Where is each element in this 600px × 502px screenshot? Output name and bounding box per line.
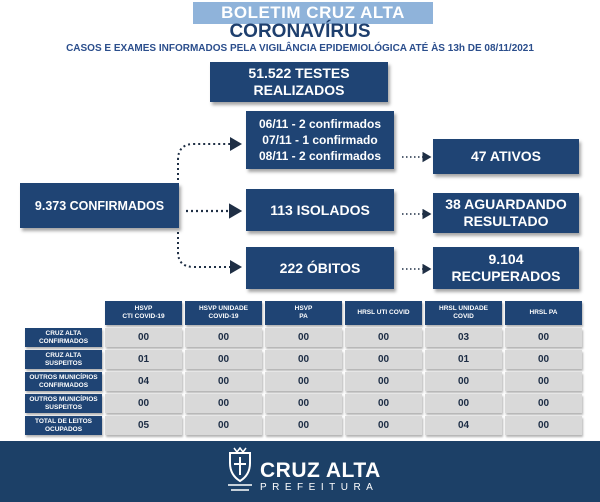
row-header: CRUZ ALTA SUSPEITOS (25, 350, 102, 369)
confirmados-box: 9.373 CONFIRMADOS (20, 183, 179, 228)
table-cell: 00 (505, 372, 582, 391)
footer-brand: CRUZ ALTA (260, 459, 381, 482)
arrow-to-obitos (178, 232, 240, 267)
daily-confirmed-box: 06/11 - 2 confirmados 07/11 - 1 confirmado 08/11 - 2 confirmados (246, 111, 394, 169)
table-header-row (25, 301, 582, 325)
column-header: HRSL UNIDADE COVID (425, 301, 502, 325)
bulletin-subtitle: CORONAVÍRUS (229, 21, 371, 42)
table-cell: 00 (425, 372, 502, 391)
arrow-to-daily (178, 144, 240, 190)
table-cell: 00 (345, 350, 422, 369)
ativos-box: 47 ATIVOS (433, 139, 579, 174)
table-row (25, 394, 582, 413)
beds-table (22, 298, 585, 438)
column-header: HRSL UTI COVID (345, 301, 422, 325)
column-header: HRSL PA (505, 301, 582, 325)
table-cell: 00 (185, 372, 262, 391)
recuperados-box: 9.104 RECUPERADOS (433, 247, 579, 289)
footer-sub: PREFEITURA (260, 482, 379, 493)
table-cell: 00 (105, 328, 182, 347)
table-cell: 00 (505, 350, 582, 369)
row-header: OUTROS MUNICÍPIOS CONFIRMADOS (25, 372, 102, 391)
table-cell: 00 (345, 372, 422, 391)
table-cell: 04 (105, 372, 182, 391)
table-cell: 04 (425, 416, 502, 435)
table-cell: 00 (185, 394, 262, 413)
table-cell: 01 (105, 350, 182, 369)
table-cell: 00 (105, 394, 182, 413)
column-header: HSVP CTI COVID-19 (105, 301, 182, 325)
table-cell: 00 (505, 416, 582, 435)
table-cell: 00 (185, 350, 262, 369)
table-cell: 00 (425, 394, 502, 413)
table-cell: 00 (505, 394, 582, 413)
table-cell: 00 (345, 394, 422, 413)
table-cell: 00 (185, 416, 262, 435)
bulletin-caption: CASOS E EXAMES INFORMADOS PELA VIGILÂNCIA EPIDEMIOLÓGICA ATÉ ÀS 13h DE 08/11/2021 (66, 43, 534, 54)
obitos-box: 222 ÓBITOS (246, 247, 394, 289)
aguardando-box: 38 AGUARDANDO RESULTADO (433, 193, 579, 233)
bulletin-title: BOLETIM CRUZ ALTA (193, 2, 433, 24)
table-cell: 00 (265, 328, 342, 347)
table-cell: 03 (425, 328, 502, 347)
table-row (25, 350, 582, 369)
table-corner (25, 301, 102, 325)
row-header: TOTAL DE LEITOS OCUPADOS (25, 416, 102, 435)
table-cell: 00 (265, 416, 342, 435)
table-cell: 00 (185, 328, 262, 347)
table-cell: 00 (265, 350, 342, 369)
column-header: HSVP UNIDADE COVID-19 (185, 301, 262, 325)
testes-box: 51.522 TESTES REALIZADOS (210, 62, 388, 102)
column-header: HSVP PA (265, 301, 342, 325)
table-cell: 00 (265, 372, 342, 391)
table-cell: 00 (345, 328, 422, 347)
table-row (25, 328, 582, 347)
table-cell: 00 (345, 416, 422, 435)
table-cell: 00 (505, 328, 582, 347)
table-cell: 05 (105, 416, 182, 435)
crest-icon (226, 447, 254, 495)
row-header: CRUZ ALTA CONFIRMADOS (25, 328, 102, 347)
table-row (25, 416, 582, 435)
table-cell: 00 (265, 394, 342, 413)
isolados-box: 113 ISOLADOS (246, 189, 394, 231)
table-row (25, 372, 582, 391)
table-cell: 01 (425, 350, 502, 369)
row-header: OUTROS MUNICÍPIOS SUSPEITOS (25, 394, 102, 413)
